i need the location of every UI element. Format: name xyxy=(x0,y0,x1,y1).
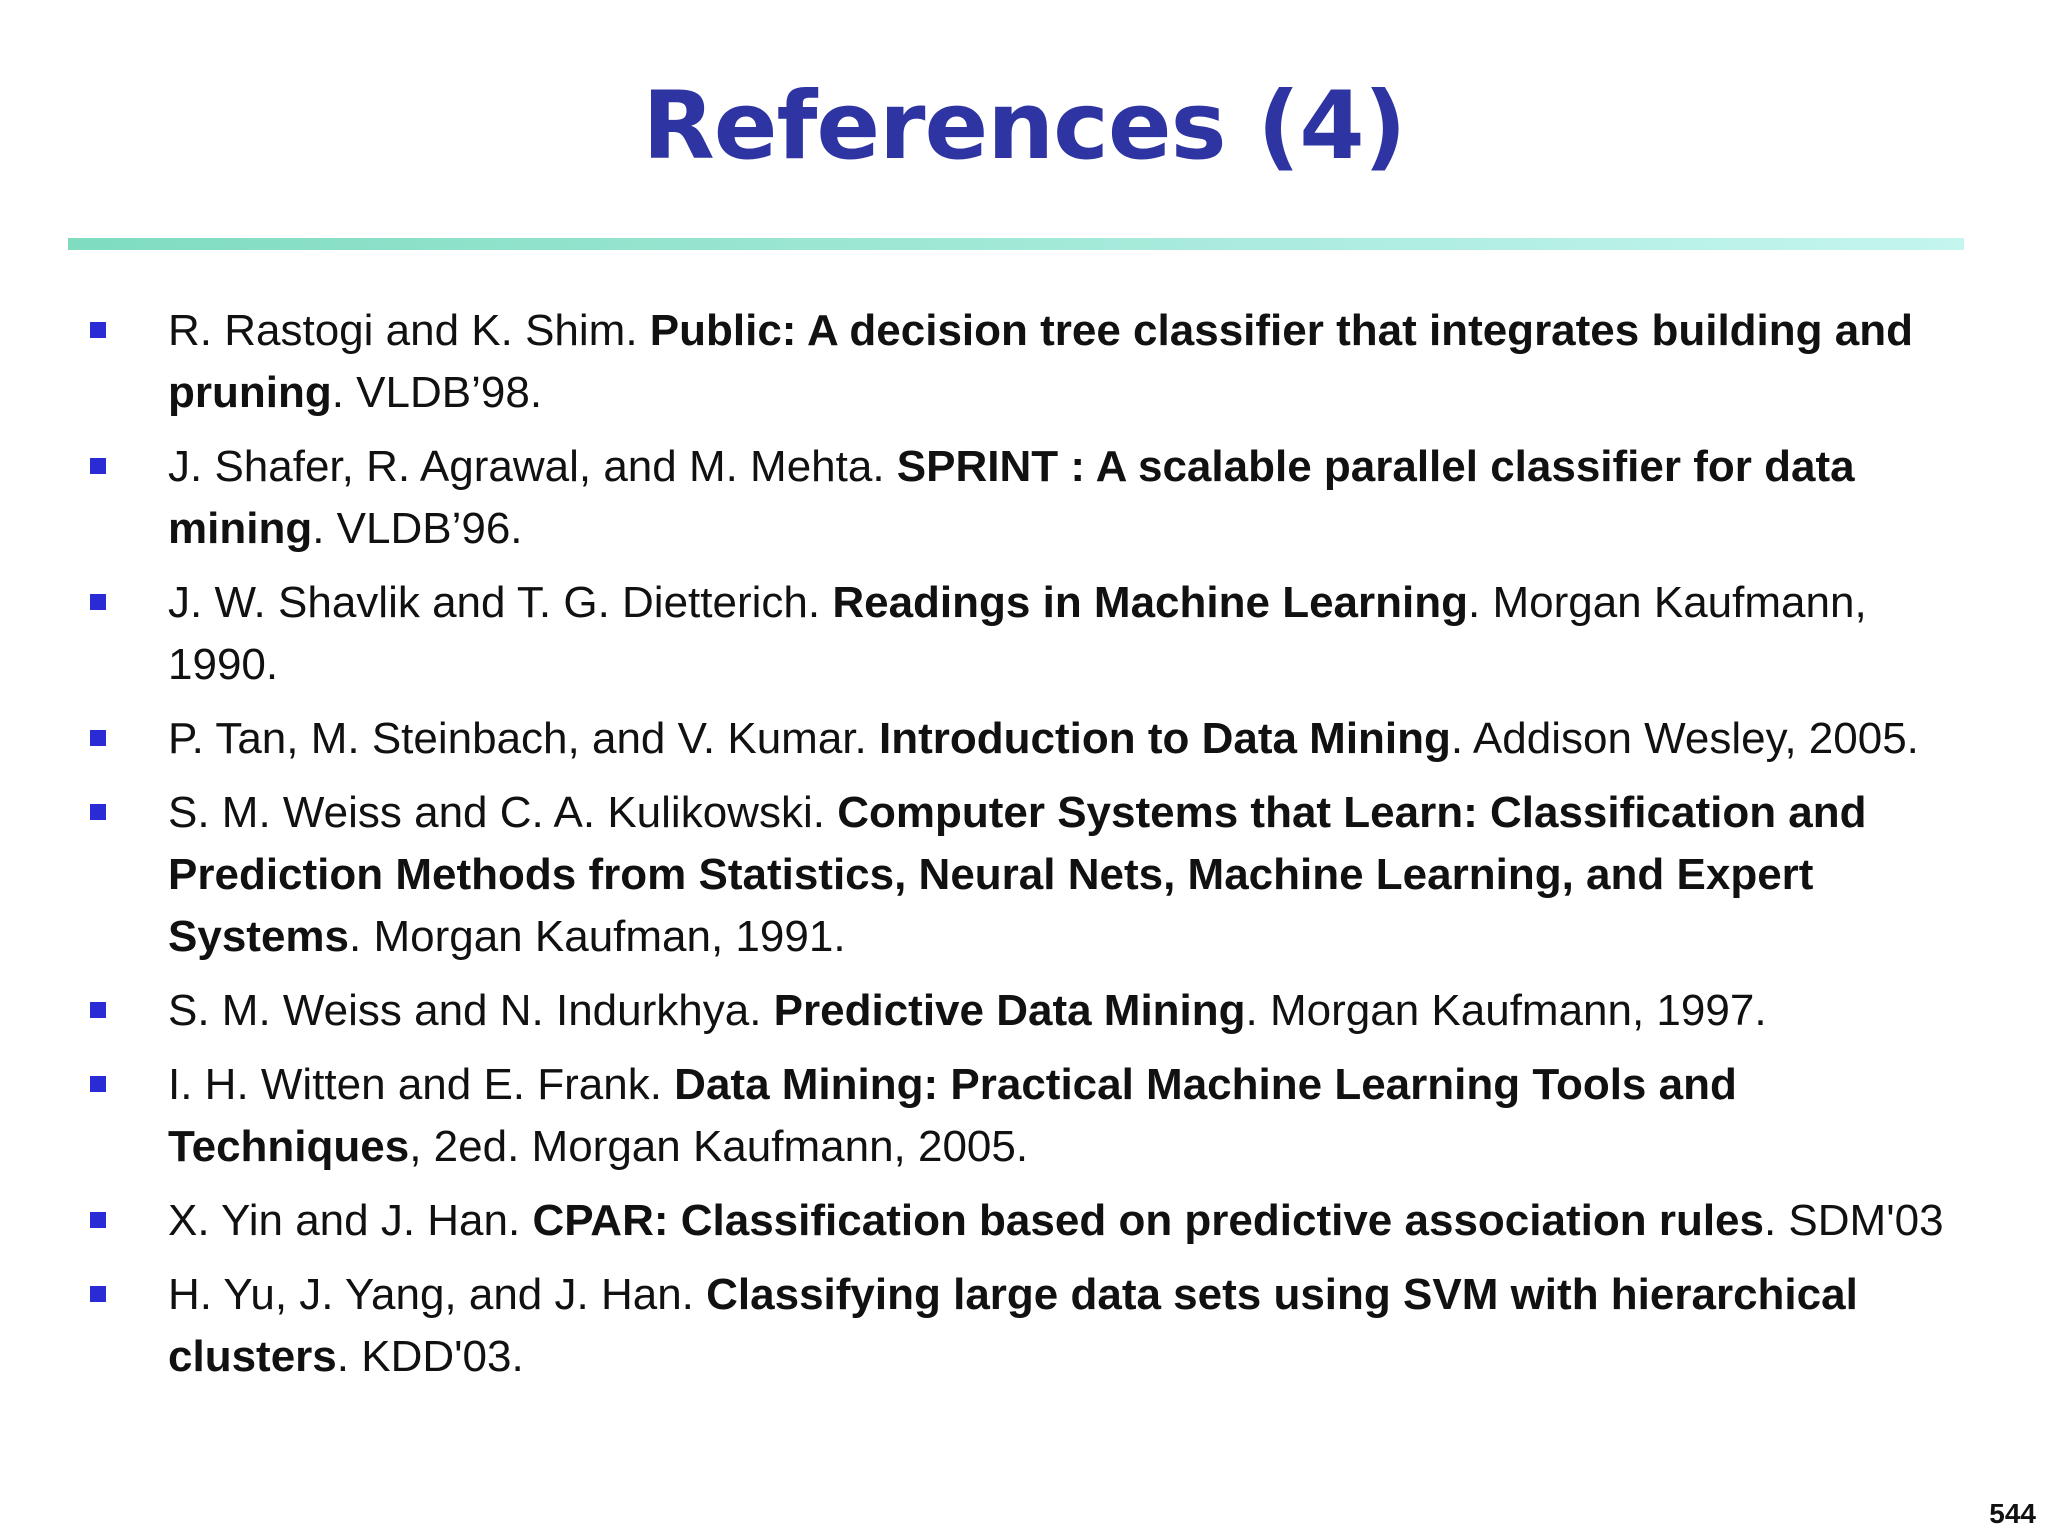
reference-title: Computer Systems that Learn: Classification and Prediction Methods from Statistics, Neural Nets, Machine Learning, and Expert Systems xyxy=(168,788,1867,961)
reference-title: Introduction to Data Mining xyxy=(878,714,1451,763)
square-bullet-icon xyxy=(90,1002,106,1018)
reference-authors: J. W. Shavlik and T. G. Dietterich. xyxy=(168,578,833,627)
square-bullet-icon xyxy=(90,458,106,474)
reference-item xyxy=(90,300,1970,424)
reference-item xyxy=(90,708,1970,770)
square-bullet-icon xyxy=(90,322,106,338)
reference-item xyxy=(90,572,1970,696)
reference-authors: H. Yu, J. Yang, and J. Han. xyxy=(168,1270,707,1319)
title-divider xyxy=(68,238,1964,250)
reference-list xyxy=(90,300,1970,1400)
reference-venue: . Morgan Kaufmann, 1990. xyxy=(168,578,1867,689)
reference-item xyxy=(90,1264,1970,1388)
reference-authors: S. M. Weiss and N. Indurkhya. xyxy=(168,986,774,1035)
reference-item xyxy=(90,980,1970,1042)
reference-authors: I. H. Witten and E. Frank. xyxy=(168,1060,675,1109)
slide-title: References (4) xyxy=(642,72,1406,181)
reference-title: Classifying large data sets using SVM with hierarchical clusters xyxy=(168,1270,1858,1381)
reference-title: SPRINT : A scalable parallel classifier for data mining xyxy=(168,442,1855,553)
reference-authors: J. Shafer, R. Agrawal, and M. Mehta. xyxy=(168,442,897,491)
reference-venue: . VLDB’98. xyxy=(331,368,543,417)
reference-item xyxy=(90,1190,1970,1252)
reference-venue: . Addison Wesley, 2005. xyxy=(1450,714,1919,763)
square-bullet-icon xyxy=(90,1212,106,1228)
reference-title: Data Mining: Practical Machine Learning Tools and Techniques xyxy=(168,1060,1737,1171)
reference-title: Readings in Machine Learning xyxy=(832,578,1468,627)
reference-venue: , 2ed. Morgan Kaufmann, 2005. xyxy=(409,1122,1029,1171)
reference-authors: P. Tan, M. Steinbach, and V. Kumar. xyxy=(168,714,879,763)
reference-venue: . Morgan Kaufman, 1991. xyxy=(349,912,846,961)
reference-venue: . VLDB’96. xyxy=(312,504,523,553)
square-bullet-icon xyxy=(90,1286,106,1302)
reference-venue: . KDD'03. xyxy=(336,1332,524,1381)
reference-venue: . Morgan Kaufmann, 1997. xyxy=(1245,986,1767,1035)
reference-venue: . SDM'03 xyxy=(1763,1196,1944,1245)
square-bullet-icon xyxy=(90,594,106,610)
reference-title: Predictive Data Mining xyxy=(773,986,1246,1035)
reference-title: Public: A decision tree classifier that integrates building and pruning xyxy=(168,306,1913,417)
reference-authors: X. Yin and J. Han. xyxy=(168,1196,533,1245)
square-bullet-icon xyxy=(90,1076,106,1092)
reference-title: CPAR: Classification based on predictive association rules xyxy=(532,1196,1764,1245)
reference-authors: R. Rastogi and K. Shim. xyxy=(168,306,650,355)
reference-item xyxy=(90,782,1970,968)
square-bullet-icon xyxy=(90,730,106,746)
reference-item xyxy=(90,1054,1970,1178)
page-number: 544 xyxy=(1989,1498,2036,1529)
square-bullet-icon xyxy=(90,804,106,820)
reference-authors: S. M. Weiss and C. A. Kulikowski. xyxy=(168,788,838,837)
reference-item xyxy=(90,436,1970,560)
